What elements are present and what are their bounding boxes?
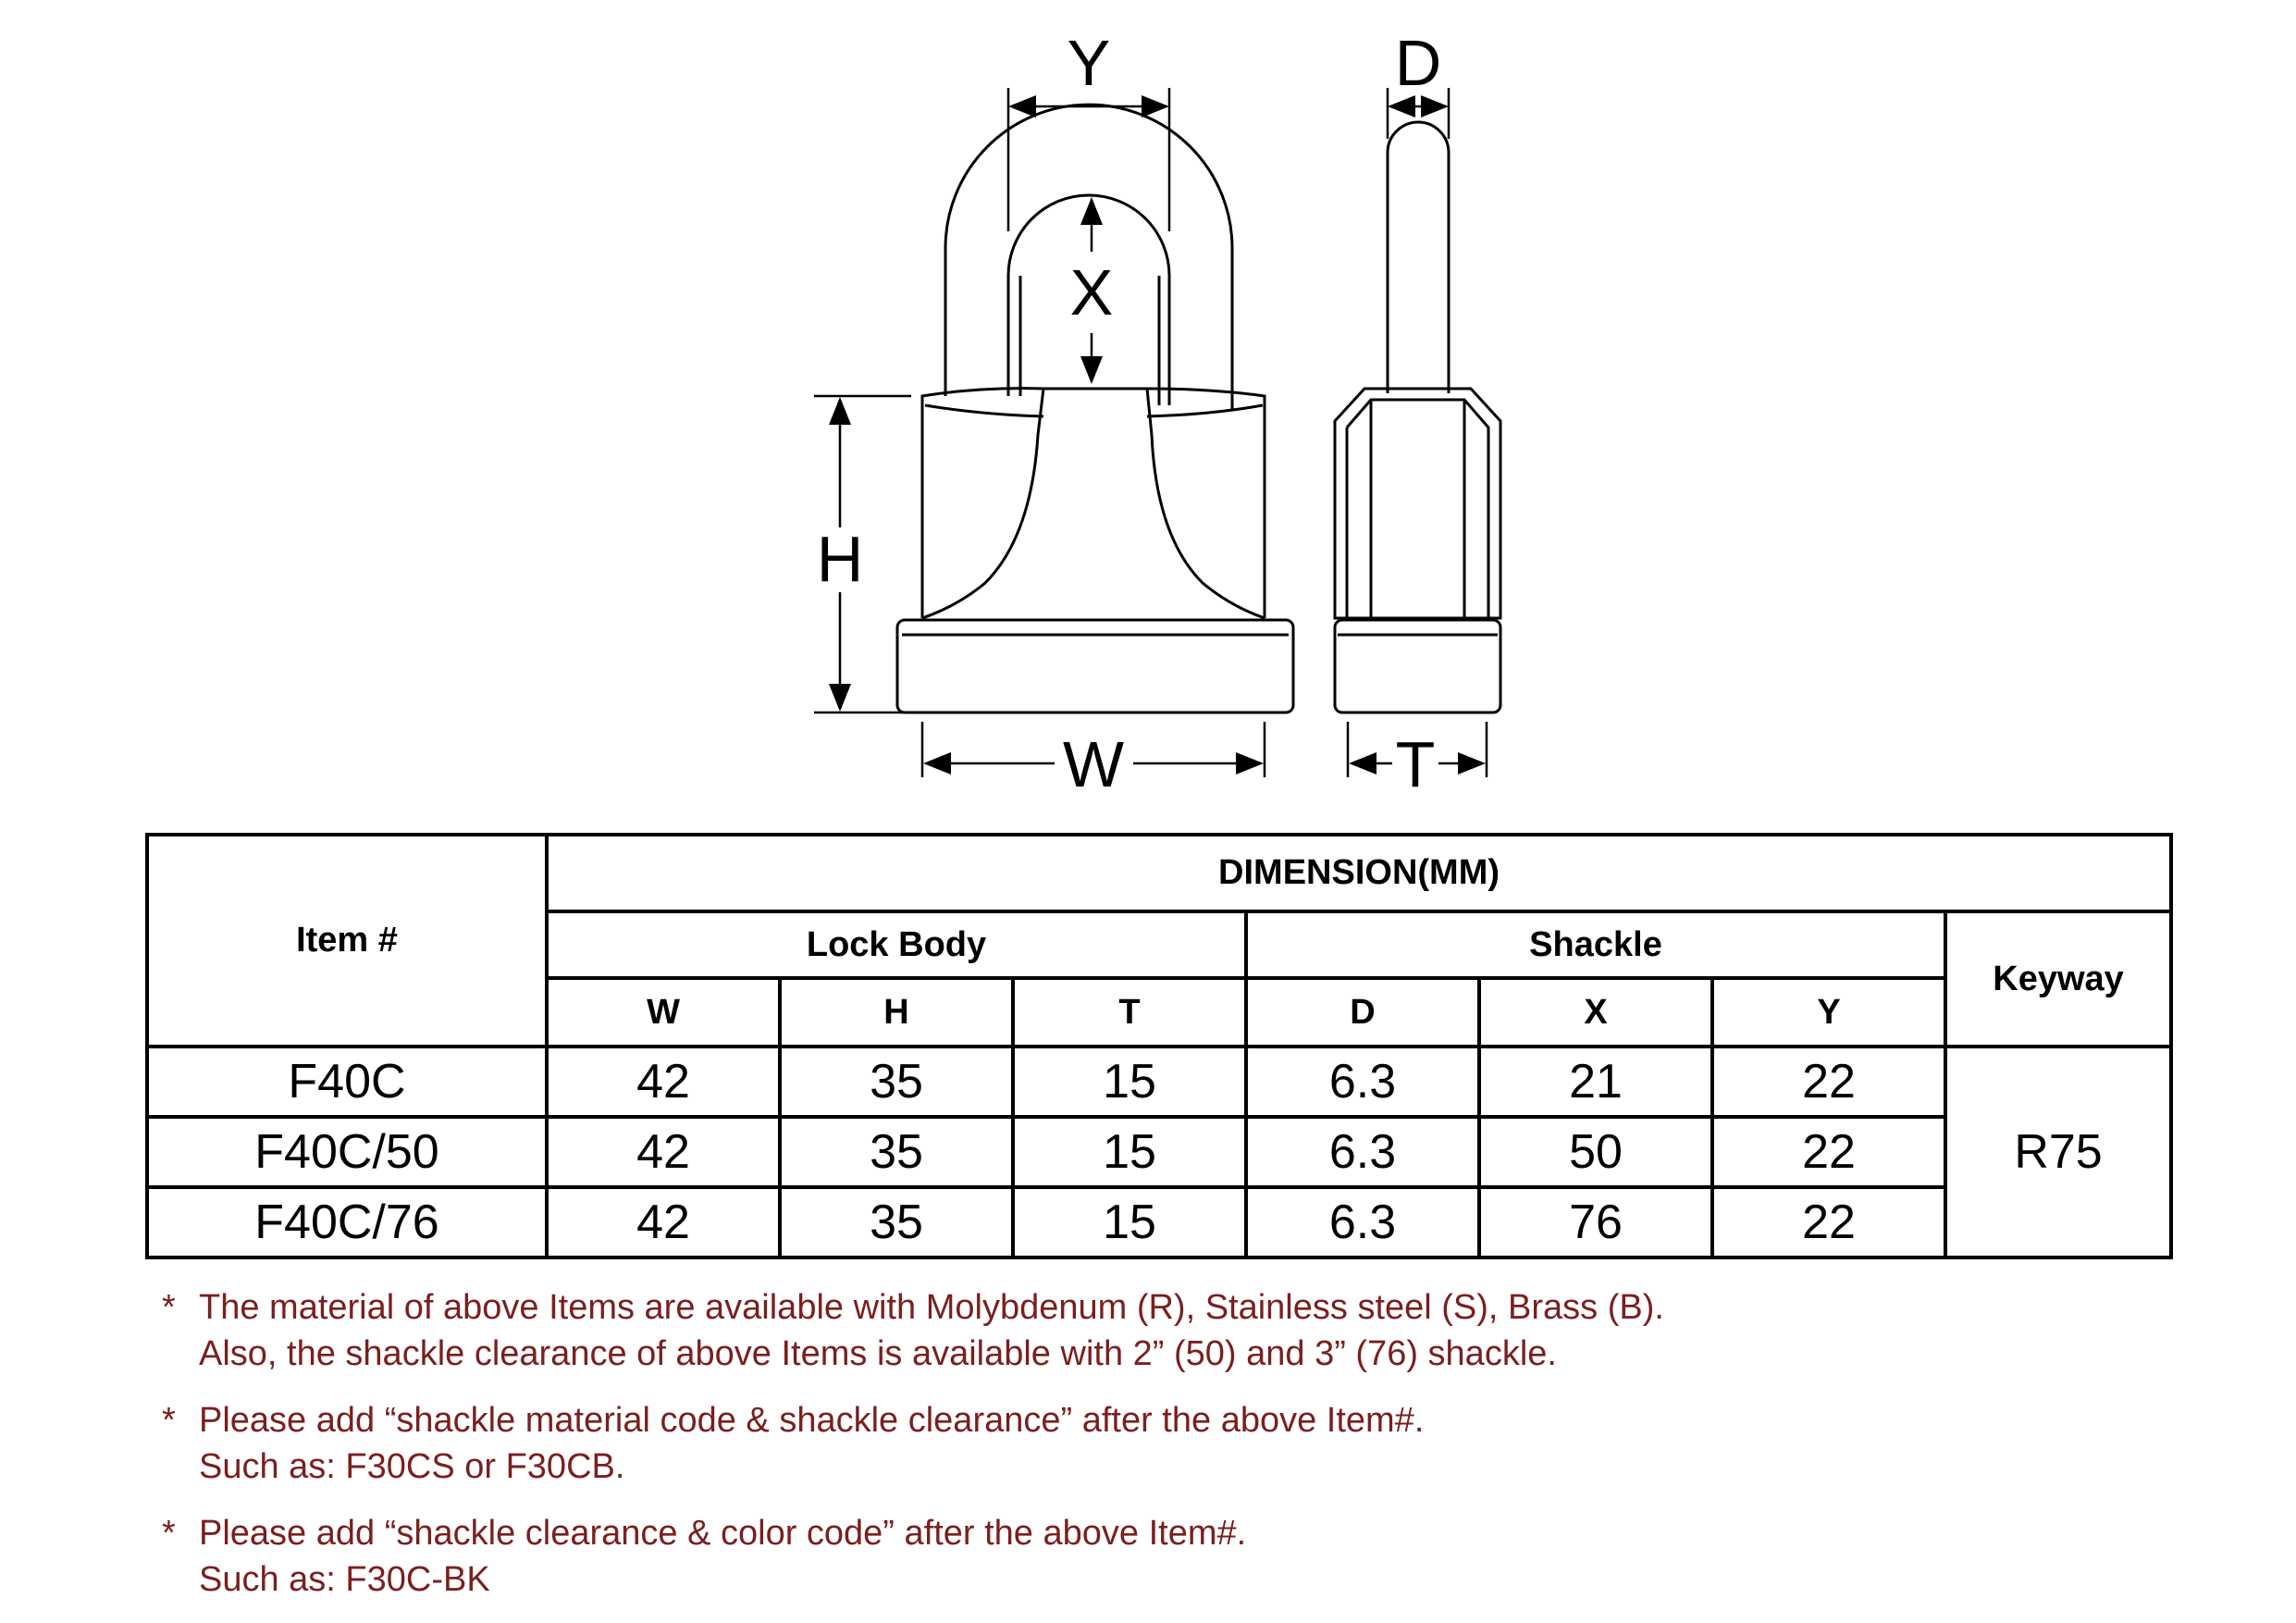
label-d: D	[1394, 27, 1442, 99]
table-row	[147, 1047, 2171, 1117]
table-row	[147, 1117, 2171, 1187]
value-cell: 6.3	[1246, 1187, 1479, 1258]
lock-body-neck	[922, 389, 1265, 618]
value-cell: 76	[1479, 1187, 1712, 1258]
notes-section	[162, 1284, 1664, 1623]
note-line: Also, the shackle clearance of above Items is available with 2” (50) and 3” (76) shackle.	[199, 1334, 1557, 1373]
table-row	[147, 1187, 2171, 1258]
value-cell: 22	[1712, 1187, 1945, 1258]
value-cell: 35	[780, 1187, 1013, 1258]
col-d: D	[1246, 978, 1479, 1047]
note-material-code	[162, 1397, 1664, 1490]
value-cell: 15	[1013, 1117, 1246, 1187]
value-cell: 35	[780, 1047, 1013, 1117]
col-x: X	[1479, 978, 1712, 1047]
label-h: H	[816, 523, 864, 595]
value-cell: 6.3	[1246, 1047, 1479, 1117]
label-y: Y	[1067, 27, 1111, 99]
note-line: Such as: F30CS or F30CB.	[199, 1447, 625, 1486]
dimension-header: DIMENSION(MM)	[547, 835, 2171, 911]
value-cell: 50	[1479, 1117, 1712, 1187]
col-y: Y	[1712, 978, 1945, 1047]
lock-body-outline	[922, 389, 1265, 618]
note-line: Please add “shackle material code & shackle clearance” after the above Item#.	[199, 1401, 1425, 1440]
label-t: T	[1395, 728, 1436, 800]
shackle-header: Shackle	[1246, 911, 1945, 978]
note-color-code	[162, 1510, 1664, 1603]
item-cell: F40C	[147, 1047, 547, 1117]
value-cell: 15	[1013, 1047, 1246, 1117]
label-x: X	[1069, 256, 1114, 328]
dimension-table	[145, 833, 2173, 1259]
col-h: H	[780, 978, 1013, 1047]
item-header: Item #	[147, 835, 547, 1047]
value-cell: 6.3	[1246, 1117, 1479, 1187]
note-line: Please add “shackle clearance & color code” after the above Item#.	[199, 1514, 1247, 1553]
col-t: T	[1013, 978, 1246, 1047]
lock-body-top-curve	[925, 405, 1263, 416]
value-cell: 42	[547, 1117, 780, 1187]
side-body-inner	[1347, 400, 1488, 618]
note-material	[162, 1284, 1664, 1377]
keyway-value: R75	[1945, 1047, 2171, 1258]
note-line: Such as: F30C-BK	[199, 1560, 490, 1599]
label-w: W	[1062, 728, 1125, 800]
side-shackle	[1388, 122, 1449, 393]
side-body-outline	[1335, 389, 1500, 618]
item-cell: F40C/76	[147, 1187, 547, 1258]
value-cell: 42	[547, 1187, 780, 1258]
note-bullet: *	[162, 1401, 176, 1440]
value-cell: 15	[1013, 1187, 1246, 1258]
item-cell: F40C/50	[147, 1117, 547, 1187]
note-bullet: *	[162, 1288, 176, 1327]
note-line: The material of above Items are available with Molybdenum (R), Stainless steel (S), Brass (B).	[199, 1288, 1664, 1327]
value-cell: 42	[547, 1047, 780, 1117]
value-cell: 21	[1479, 1047, 1712, 1117]
value-cell: 22	[1712, 1117, 1945, 1187]
keyway-header: Keyway	[1945, 911, 2171, 1047]
value-cell: 35	[780, 1117, 1013, 1187]
note-bullet: *	[162, 1514, 176, 1553]
lock-body-header: Lock Body	[547, 911, 1246, 978]
value-cell: 22	[1712, 1047, 1945, 1117]
col-w: W	[547, 978, 780, 1047]
